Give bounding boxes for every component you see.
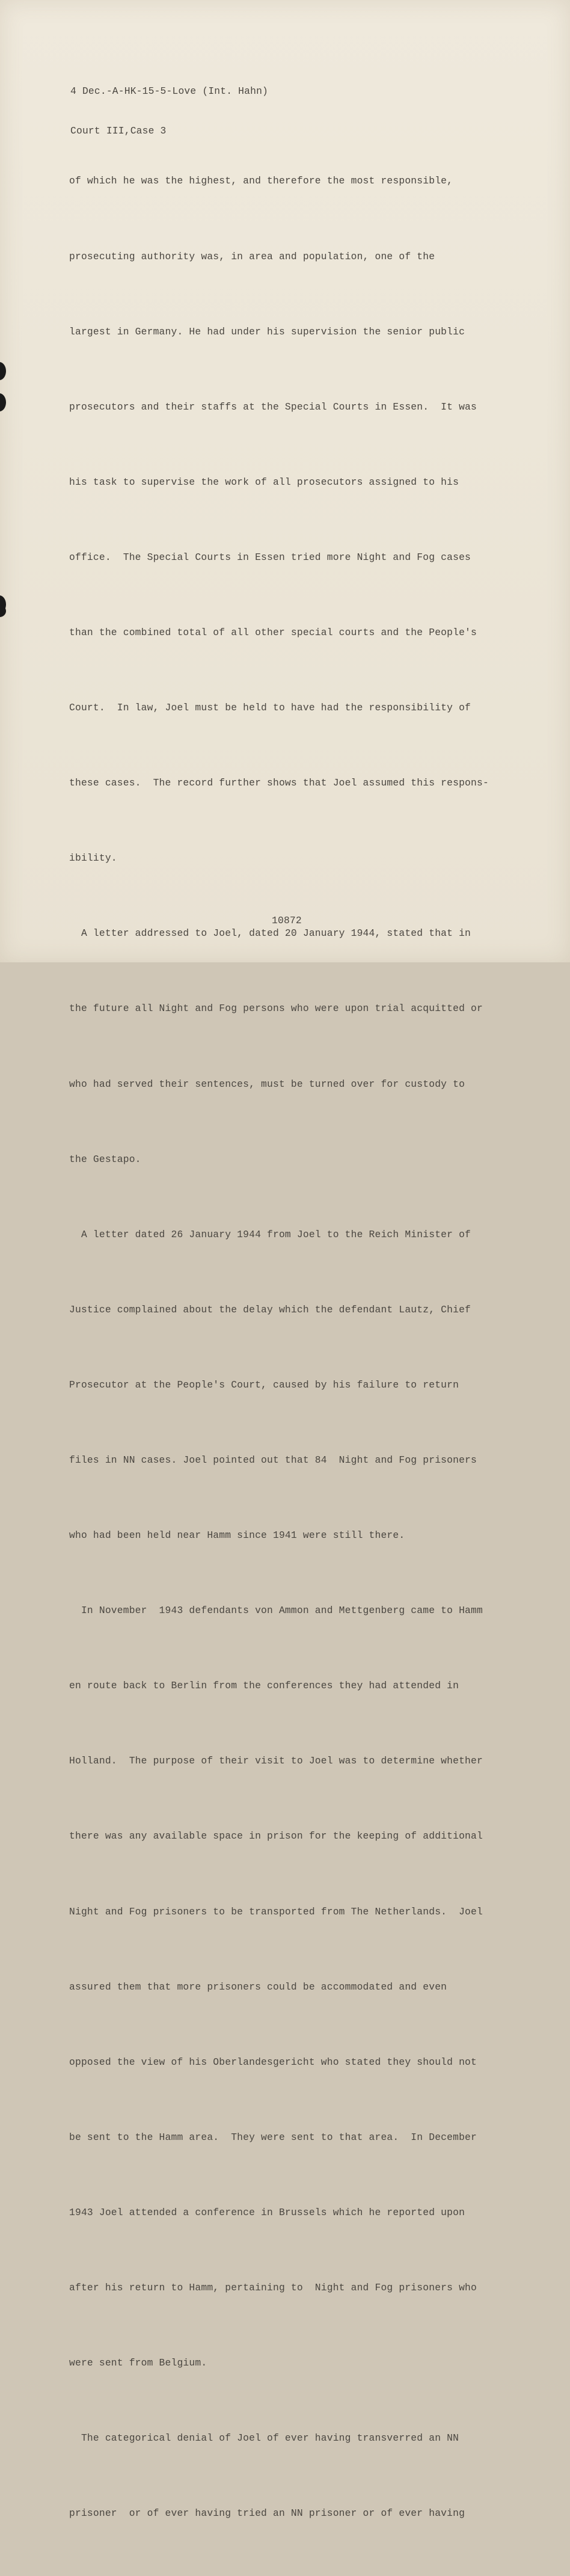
body-line: than the combined total of all other special courts and the People's [69,626,477,638]
page-number: 10872 [272,915,302,926]
body-line: these cases. The record further shows that Joel assumed this respons- [69,777,489,789]
body-line: the future all Night and Fog persons who were upon trial acquitted or [69,1003,483,1015]
body-line: were sent from Belgium. [69,2357,207,2369]
body-line: prosecuting authority was, in area and population, one of the [69,250,435,262]
body-line: Prosecutor at the People's Court, caused by his failure to return [69,1379,459,1391]
body-line: who had been held near Hamm since 1941 were still there. [69,1529,405,1542]
body-line: prosecutors and their staffs at the Special Courts in Essen. It was [69,401,477,413]
body-line: prisoner or of ever having tried an NN prisoner or of ever having [69,2507,465,2519]
document-body [69,118,489,2576]
body-line: en route back to Berlin from the conferences they had attended in [69,1680,459,1692]
header-court-line: Court III,Case 3 [70,125,167,137]
body-line: 1943 Joel attended a conference in Brussels which he reported upon [69,2206,465,2218]
body-line: there was any available space in prison for the keeping of additional [69,1830,483,1842]
body-line: opposed the view of his Oberlandesgericht who stated they should not [69,2056,477,2068]
body-line: The categorical denial of Joel of ever having transverred an NN [69,2432,459,2444]
body-line: ibility. [69,852,117,864]
body-line: Justice complained about the delay which the defendant Lautz, Chief [69,1303,471,1315]
body-line: the Gestapo. [69,1153,141,1165]
binding-hole [0,362,6,380]
body-line: Night and Fog prisoners to be transported from The Netherlands. Joel [69,1905,483,1917]
header-reference-line: 4 Dec.-A-HK-15-5-Love (Int. Hahn) [70,85,269,97]
body-line: largest in Germany. He had under his supervision the senior public [69,325,465,337]
body-line: of which he was the highest, and therefore the most responsible, [69,175,453,187]
binding-hole [0,393,6,411]
body-line: his task to supervise the work of all prosecutors assigned to his [69,476,459,488]
body-line: assured them that more prisoners could be accommodated and even [69,1981,447,1993]
body-line: who had served their sentences, must be turned over for custody to [69,1078,465,1090]
body-line: be sent to the Hamm area. They were sent to that area. In December [69,2131,477,2143]
body-line: A letter dated 26 January 1944 from Joel to the Reich Minister of [69,1228,471,1240]
body-line: Holland. The purpose of their visit to Joel was to determine whether [69,1755,483,1767]
body-line: Court. In law, Joel must be held to have had the responsibility of [69,702,471,714]
body-line: after his return to Hamm, pertaining to Night and Fog prisoners who [69,2282,477,2294]
body-line: files in NN cases. Joel pointed out that 84 Night and Fog prisoners [69,1454,477,1466]
body-line: office. The Special Courts in Essen tried more Night and Fog cases [69,551,471,563]
body-line: A letter addressed to Joel, dated 20 January 1944, stated that in [69,927,471,939]
body-line: In November 1943 defendants von Ammon and Mettgenberg came to Hamm [69,1605,483,1617]
